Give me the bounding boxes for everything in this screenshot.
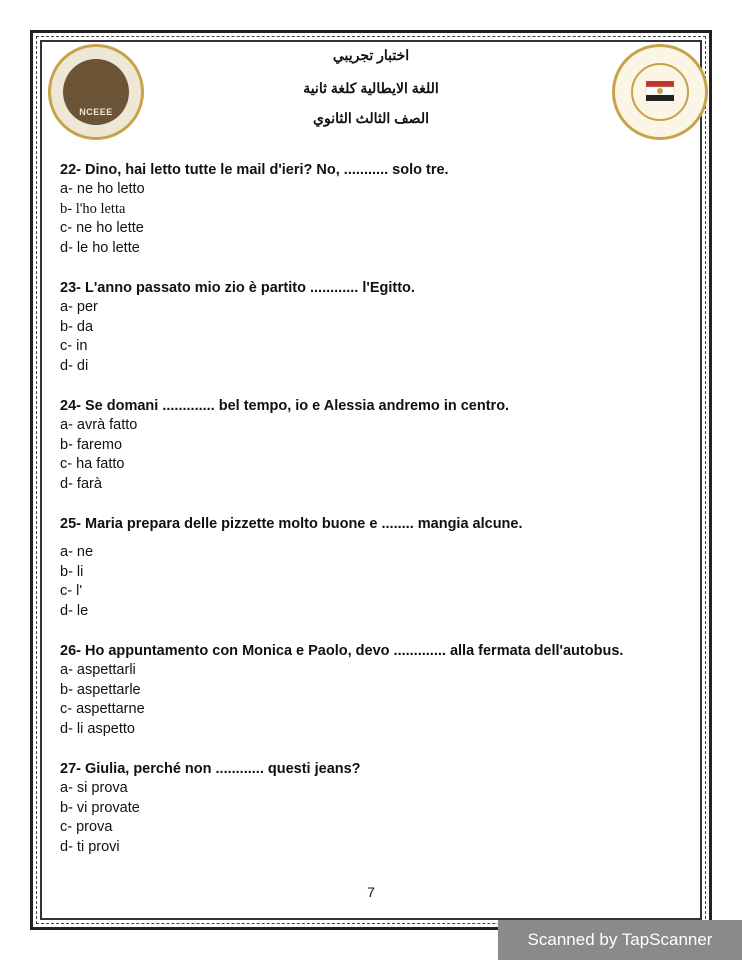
- option-d: d- li aspetto: [60, 720, 135, 737]
- exam-title: اختبار تجريبي: [332, 47, 410, 63]
- question-text: 22- Dino, hai letto tutte le mail d'ieri? No, ........... solo tre.: [60, 162, 449, 178]
- option-b: b- faremo: [60, 436, 123, 453]
- option-c: c- prova: [60, 819, 113, 835]
- option-b: b- l'ho letta: [60, 200, 126, 217]
- question-text: 27- Giulia, perché non ............ questi jeans?: [60, 761, 361, 777]
- question-text: 25- Maria prepara delle pizzette molto buone e ........ mangia alcune.: [60, 516, 523, 532]
- option-a: a- per: [60, 299, 98, 315]
- option-c: c- aspettarne: [60, 701, 145, 717]
- option-b: b- li: [60, 563, 84, 580]
- option-a: a- aspettarli: [60, 662, 136, 678]
- option-c: c- l': [60, 583, 83, 599]
- option-a: a- si prova: [60, 780, 128, 796]
- option-d: d- le: [60, 602, 89, 619]
- option-d: d- di: [60, 357, 89, 374]
- nceee-logo-text: NCEEE: [79, 107, 113, 117]
- question-22: [60, 160, 680, 258]
- question-26: [60, 641, 680, 739]
- option-c: c- ha fatto: [60, 456, 125, 472]
- question-list: [60, 160, 680, 857]
- option-d: d- le ho lette: [60, 239, 140, 256]
- option-d: d- ti provi: [60, 838, 120, 855]
- option-d: d- farà: [60, 475, 102, 492]
- option-b: b- vi provate: [60, 799, 140, 816]
- option-b: b- aspettarle: [60, 681, 141, 698]
- subject-title: اللغة الايطالية كلغة ثانية: [303, 80, 439, 96]
- scanner-watermark: Scanned by TapScanner: [498, 920, 742, 960]
- option-a: a- avrà fatto: [60, 417, 138, 433]
- option-c: c- ne ho lette: [60, 220, 144, 236]
- question-27: [60, 759, 680, 857]
- page-number: 7: [367, 884, 375, 900]
- question-25: [60, 514, 680, 621]
- question-23: [60, 278, 680, 376]
- grade-title: الصف الثالث الثانوي: [313, 110, 429, 126]
- option-a: a- ne: [60, 544, 94, 560]
- question-text: 23- L'anno passato mio zio è partito ............ l'Egitto.: [60, 280, 415, 296]
- option-c: c- in: [60, 338, 88, 354]
- question-text: 26- Ho appuntamento con Monica e Paolo, devo ............. alla fermata dell'autobus.: [60, 643, 624, 659]
- option-b: b- da: [60, 318, 94, 335]
- option-a: a- ne ho letto: [60, 181, 145, 197]
- question-24: [60, 396, 680, 494]
- question-text: 24- Se domani ............. bel tempo, io e Alessia andremo in centro.: [60, 398, 510, 414]
